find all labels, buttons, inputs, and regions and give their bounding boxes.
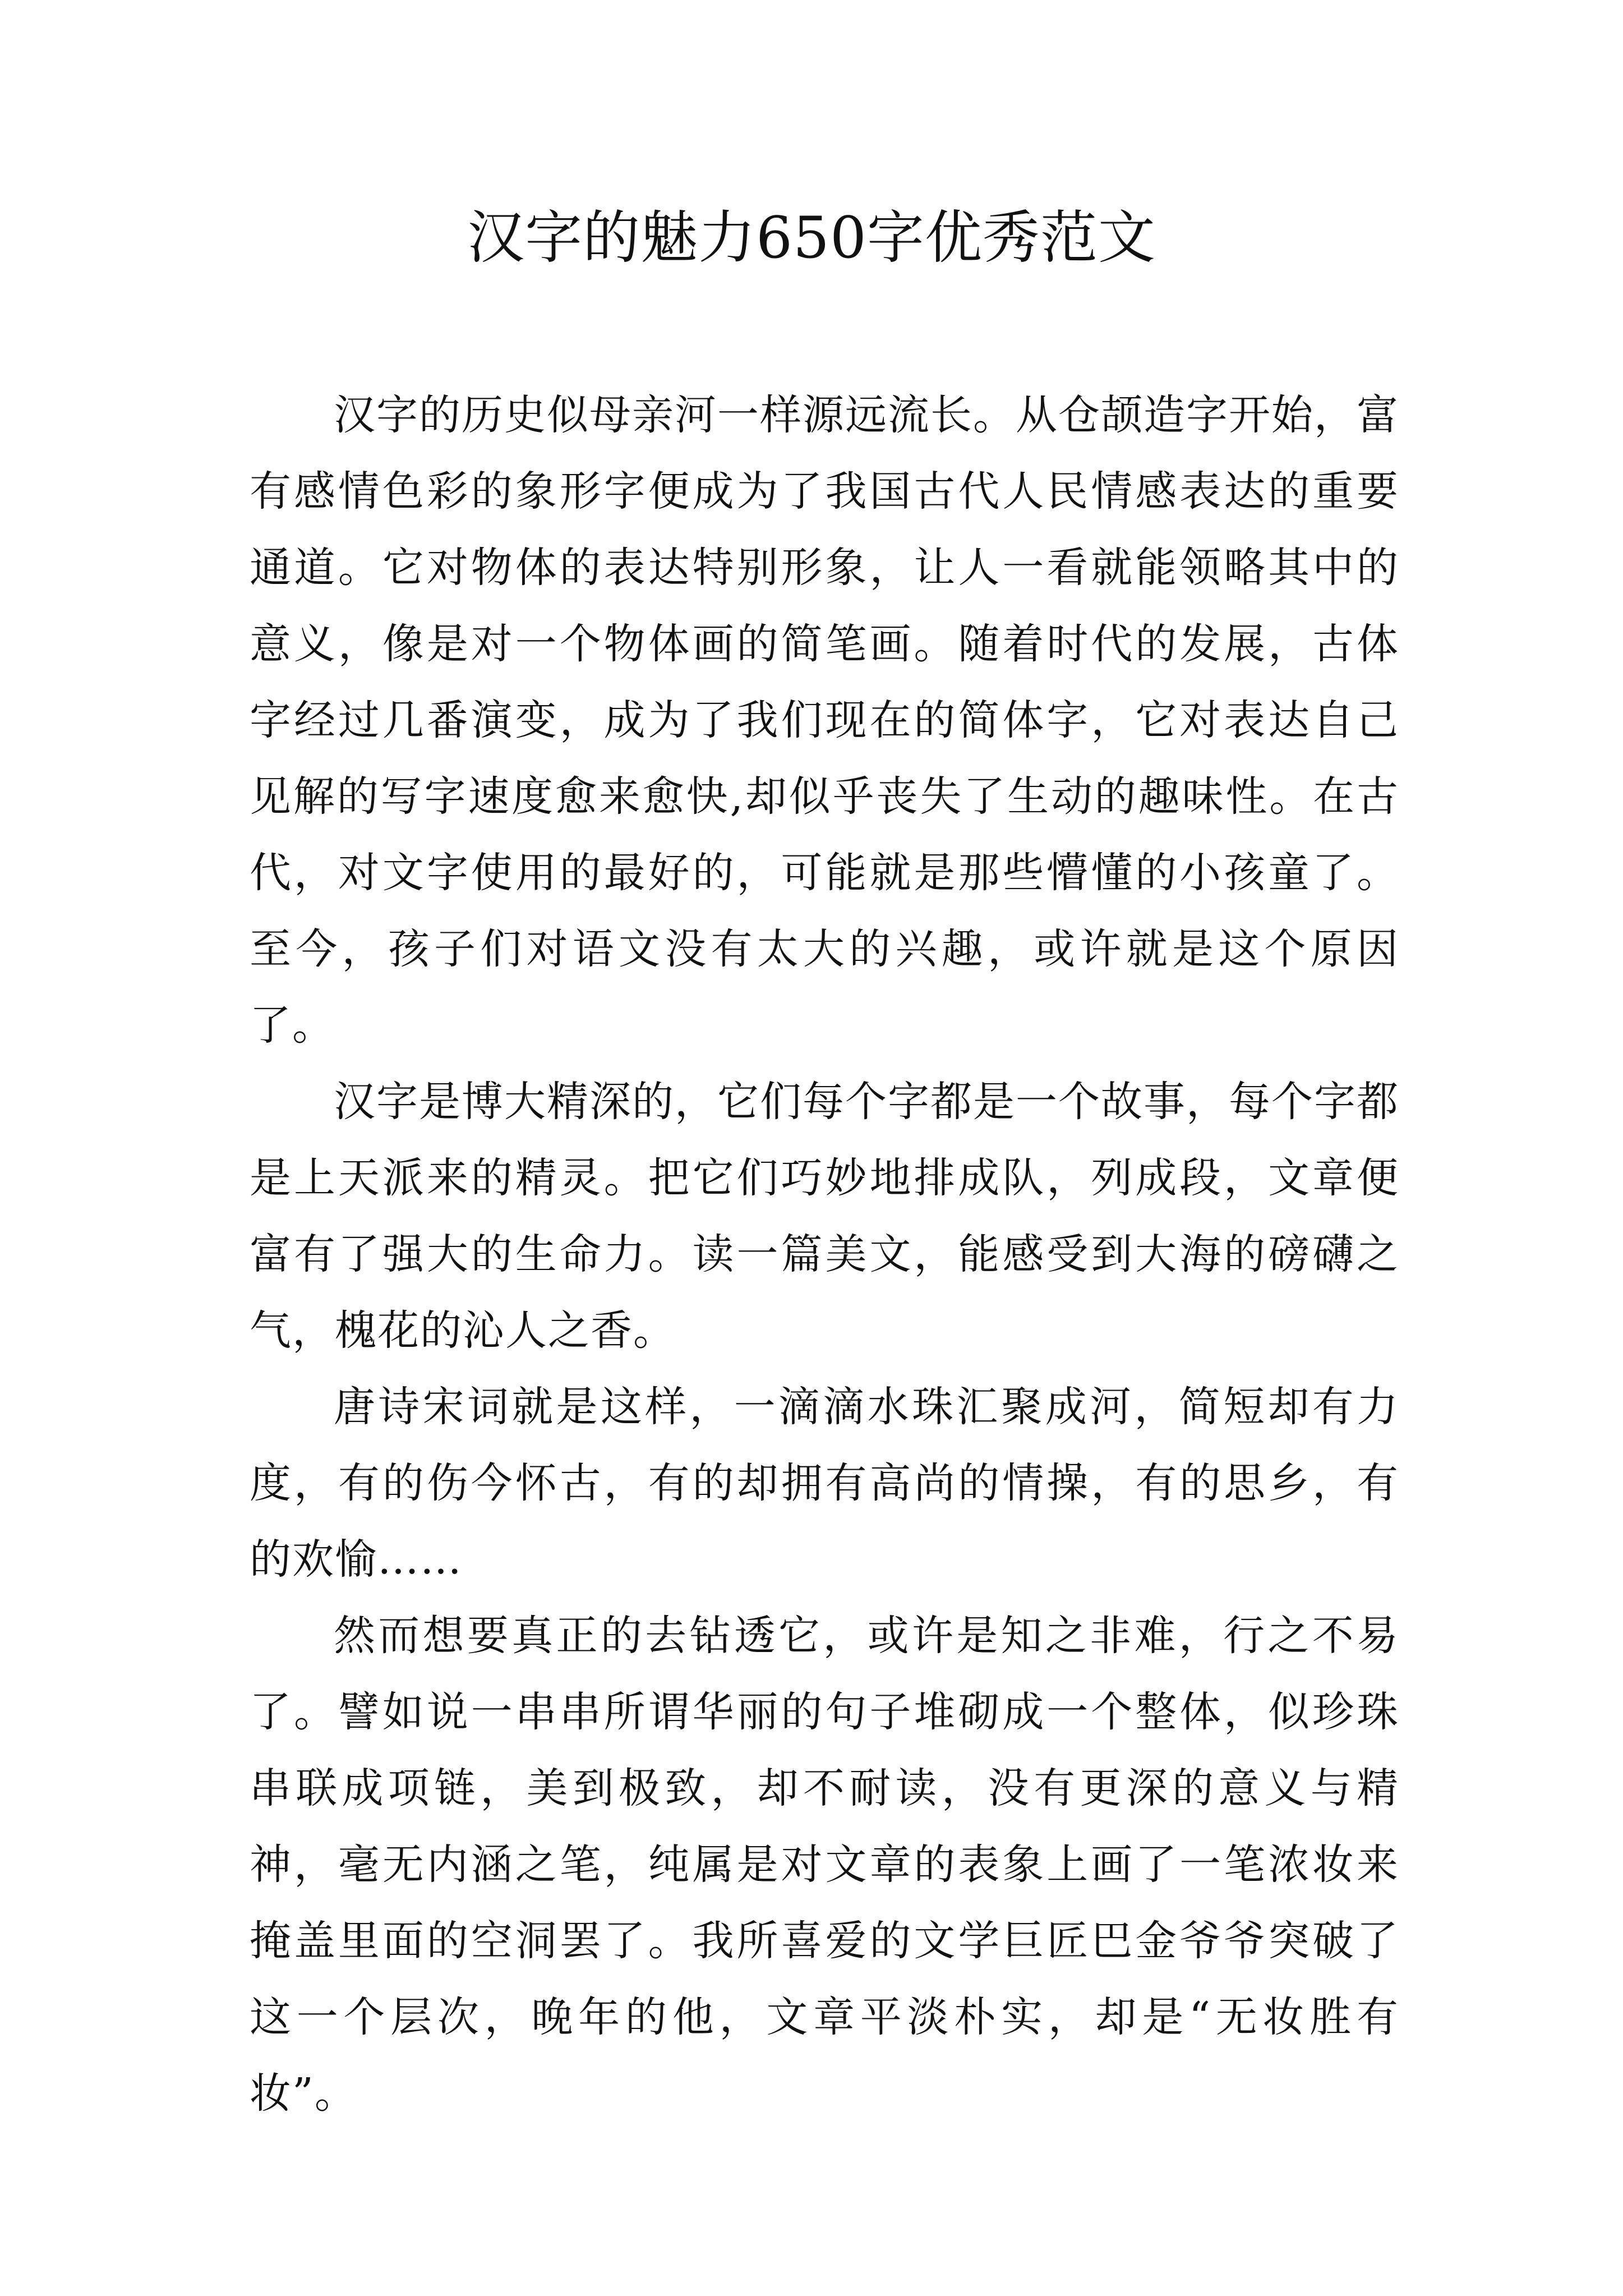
paragraph-4: 然而想要真正的去钻透它，或许是知之非难，行之不易了。譬如说一串串所谓华丽的句子堆砌成一个整体，似珍珠串联成项链，美到极致，却不耐读，没有更深的意义与精神，毫无内涵之笔，纯属是对文章的表象上画了一笔浓妆来掩盖里面的空洞罢了。我所喜爱的文学巨匠巴金爷爷突破了这一个层次，晚年的他，文章平淡朴实，却是“无妆胜有妆”。 [250,1612,1399,2118]
document-body [250,377,1399,2132]
paragraph-2: 汉字是博大精深的，它们每个字都是一个故事，每个字都是上天派来的精灵。把它们巧妙地排成队，列成段，文章便富有了强大的生命力。读一篇美文，能感受到大海的磅礴之气，槐花的沁人之香。 [250,1078,1399,1355]
document-title: 汉字的魅力650字优秀范文 [467,205,1156,272]
paragraph-3: 唐诗宋词就是这样，一滴滴水珠汇聚成河，简短却有力度，有的伤今怀古，有的却拥有高尚的情操，有的思乡，有的欢愉…… [250,1383,1399,1584]
paragraph-1: 汉字的历史似母亲河一样源远流长。从仓颉造字开始，富有感情色彩的象形字便成为了我国古代人民情感表达的重要通道。它对物体的表达特别形象，让人一看就能领略其中的意义，像是对一个物体画的简笔画。随着时代的发展，古体字经过几番演变，成为了我们现在的简体字，它对表达自己见解的写字速度愈来愈快,却似乎丧失了生动的趣味性。在古代，对文字使用的最好的，可能就是那些懵懂的小孩童了。至今，孩子们对语文没有太大的兴趣，或许就是这个原因了。 [250,391,1399,1050]
